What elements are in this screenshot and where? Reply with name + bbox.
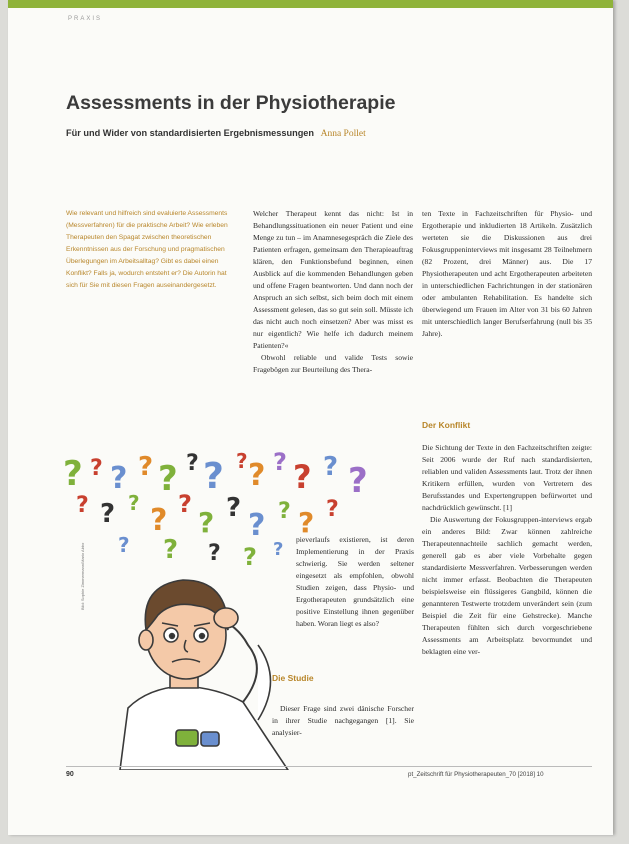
svg-text:?: ?: [63, 454, 83, 494]
svg-text:?: ?: [150, 503, 168, 538]
svg-text:?: ?: [203, 456, 224, 497]
svg-text:?: ?: [273, 539, 284, 560]
svg-text:?: ?: [178, 490, 192, 518]
top-color-bar: [8, 0, 613, 8]
heading-studie: Die Studie: [272, 673, 314, 683]
svg-text:?: ?: [243, 543, 257, 571]
svg-text:?: ?: [248, 458, 266, 493]
column-2-top: [253, 208, 413, 376]
body-paragraph: pieverlaufs existieren, ist deren Implementierung in der Praxis schwierig. Sie werden seltener eingesetzt als empfohlen, obwohl Studien zeigen, dass Physio- und Ergotherapeuten grundsätzlich eine positive Einstellung ihnen gegenüber haben. Woran liegt es also?: [296, 535, 414, 628]
article-title: Assessments in der Physiotherapie: [66, 92, 396, 114]
body-paragraph: Die Auswertung der Fokusgruppen-interviews ergab ein anderes Bild: Zwar können zahlreiche Therapeutennachteile sachlich gemacht werden, generell gab es aber viele Vorbehalte gegen standardisierte Messverfahren. Verbesserungen werden nicht immer erfasst. Beobachten die Therapeuten beispielsweise ein flüssigeres Gangbild, können die genannteren Testwerte trotzdem unverändert sein (zum Beispiel die Zeit für eine Gehstrecke). Manche Therapeuten fühlten sich durch vorgeschriebene Assessments am Arbeitsplatz bevormundet und beklagten eine ver-: [422, 515, 592, 656]
svg-text:?: ?: [128, 491, 140, 515]
svg-text:?: ?: [293, 458, 312, 496]
article-subtitle: [66, 128, 366, 139]
svg-text:?: ?: [298, 506, 315, 539]
svg-text:?: ?: [118, 533, 130, 557]
journal-footer: pt_Zeitschrift für Physiotherapeuten_70 [2018] 10: [408, 771, 544, 778]
svg-text:?: ?: [138, 452, 154, 482]
body-paragraph: ten Texte in Fachzeitschriften für Physio- und Ergotherapie und inkludierten 18 Artikeln. Zusätzlich werteten sie die Diskussionen aus drei Fokusgruppeninterviews mit insgesamt 28 Teilnehmern (82 Prozent, drei Männer) aus. Die 17 Physiotherapeuten und acht Ergotherapeuten arbeiteten in unterschiedlichen Fachrichtungen in der stationären oder ambulanten Rehabilitation. Es handelte sich überwiegend um Frauen im Alter von 31 bis 60 Jahren mit unterschiedlich langer Berufserfahrung (null bis 35 Jahre).: [422, 209, 592, 338]
svg-text:?: ?: [158, 459, 178, 499]
section-label: PRAXIS: [68, 16, 103, 22]
body-paragraph: Obwohl reliable und valide Tests sowie Fragebögen zur Beurteilung des Thera-: [253, 353, 413, 374]
svg-text:?: ?: [163, 535, 179, 565]
svg-text:?: ?: [226, 493, 242, 523]
svg-text:?: ?: [208, 541, 221, 566]
svg-text:?: ?: [278, 499, 291, 524]
subtitle-text: Für und Wider von standardisierten Ergebnismessungen: [66, 128, 315, 138]
magazine-page: [8, 0, 613, 835]
lead-paragraph: Wie relevant und hilfreich sind evaluierte Assessments (Messverfahren) für die praktische Arbeit? Wie erleben Therapeuten den Spagat zwischen theoretischen Erkenntnissen aus der Forschung und pragmatischen Überlegungen im Arbeitsalltag? Gibt es dabei einen Konflikt? Falls ja, wodurch entsteht er? Die Autorin hat sich für Sie mit diesen Fragen auseinandergesetzt.: [66, 210, 228, 289]
svg-text:?: ?: [326, 497, 339, 522]
svg-text:?: ?: [100, 499, 116, 529]
footer-rule: [66, 766, 592, 767]
body-paragraph: Welcher Therapeut kennt das nicht: Ist in Behandlungssituationen ein neuer Patient und eine Menge zu tun – im Anamnesegespräch die Ziele des Patienten erfragen, gemeinsam den Therapieauftrag klären, den Funktionsbefund beginnen, einen Ausblick auf die kommenden Behandlungen geben und offene Fragen beantworten. Und dann noch der Anspruch an sich selbst, sich beim doch mit einem Assessment gelesen, das so gut sein soll. Müsste ich das nicht auch noch einsetzen? Aber was misst es nur eigentlich? Wie helfe ich dadurch meinem Patienten?«: [253, 209, 413, 350]
person-figure: [120, 580, 288, 770]
column-3-top: [422, 208, 592, 340]
heading-konflikt: Der Konflikt: [422, 420, 471, 430]
illustration-confused-person: [58, 440, 378, 770]
svg-text:?: ?: [76, 493, 89, 518]
svg-text:?: ?: [248, 508, 266, 543]
author-name: Anna Pollet: [320, 129, 366, 139]
svg-text:?: ?: [90, 456, 103, 481]
body-paragraph: Dieser Frage sind zwei dänische Forscher in ihrer Studie nachgegangen [1]. Sie analysier-: [272, 704, 414, 737]
svg-text:?: ?: [273, 448, 287, 476]
svg-text:?: ?: [110, 461, 128, 496]
svg-text:?: ?: [323, 452, 339, 482]
svg-text:?: ?: [186, 451, 199, 476]
column-3-bottom: [422, 442, 592, 658]
svg-text:?: ?: [348, 461, 368, 501]
svg-text:?: ?: [198, 506, 215, 539]
question-marks-icon: [63, 448, 368, 571]
page-number: 90: [66, 771, 74, 778]
image-credit: Bild: Sophie Zimmermann/Mario Abbo: [80, 542, 85, 610]
body-paragraph: Die Sichtung der Texte in den Fachzeitschriften zeigte: Seit 2006 wurde der Ruf nach standardisierten, reliablen und validen Assessments laut. Trotz der ihnen Kritikern erfüllen, wurden von Vertretern des Berufsstandes und Expertengruppen befürwortet und nachdrücklich gewünscht. [1]: [422, 443, 592, 512]
svg-text:?: ?: [236, 449, 248, 473]
